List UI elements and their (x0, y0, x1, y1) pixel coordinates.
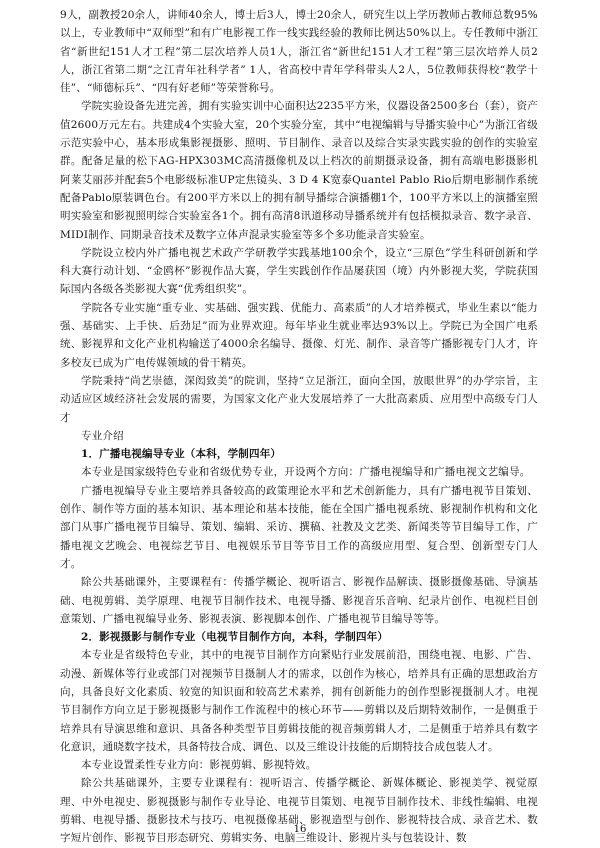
paragraph-major1-courses: 除公共基础课外，主要课程有：传播学概论、视听语言、影视作品解读、摄影摄像基础、导演基础、电视剪辑、美学原理、电视节目制作技术、电视导播、影视音乐音响、纪录片创作、电视栏目创意策划、广播电视编导业务、影视表演、影视脚本创作、广播电视节目编导等等。 (60, 576, 538, 625)
paragraph-practice-bases: 学院设立校内外广播电视艺术政产学研教学实践基地100余个，设立“三原色”学生科研创新和学科大赛行动计划、“金鸥杯”影视作品大赛，学生实践创作作品屡获国（境）内外影视大奖，学院获国际国内各级各类影视大赛“优秀组织奖”。 (60, 246, 538, 296)
paragraph-major1-overview: 本专业是国家级特色专业和省级优势专业，开设两个方向：广播电视编导和广播电视文艺编导。 (81, 466, 531, 479)
paragraph-motto: 学院秉持“尚艺崇德，深闳致美”的院训，坚持“立足浙江，面向全国，放眼世界”的办学宗旨，主动适应区域经济社会发展的需要，为国家文化产业大发展培养了一大批高素质、应用型中高级专门人才 (60, 374, 538, 424)
body-text (60, 6, 538, 848)
paragraph-major1-goals: 广播电视编导专业主要培养具备较高的政策理论水平和艺术创新能力，具有广播电视节目策划、创作、制作等方面的基本知识、基本理论和基本技能，能在全国广播电视系统、影视制作机构和文化部门从事广播电视节目编导、策划、编辑、采访、撰稿、社教及文艺类、新闻类等节目编导工作，广播电视文艺晚会、电视综艺节目、电视娱乐节目等节目工作的高级应用型、复合型、创新型专门人才。 (60, 484, 538, 570)
major-heading-film-production: 2．影视摄影与制作专业（电视节目制作方向，本科，学制四年） (81, 631, 389, 644)
paragraph-major2-directions: 本专业设置柔性专业方向：影视剪辑、影视特效。 (81, 759, 317, 772)
paragraph-equipment: 学院实验设备先进完善，拥有实验实训中心面积达2235平方米，仪器设备2500多台（套），资产值2600万元左右。共建成4个实验大室，20个实验分室，其中“电视编辑与导播实验中心”为浙江省级示范实验中心，基本形成集影视摄影、照明、节目制作、录音以及综合实录实践实验的创作的实验室群。配备足量的松下AG-HPX303MC高清摄像机及以上档次的前期摄录设备，拥有高端电影摄影机阿莱艾丽莎并配套5个电影级标准UP定焦镜头、3 D 4 K宽泰Quantel Pablo Rio后期电影制作系统配备Pablo原装调色台。有200平方米以上的拥有制导播综合演播棚1个，100平方米以上的演播室照明实验室和影视照明综合实验室各1个。拥有高清8讯道移动导播系统并有包括模拟录音、数字录音、MIDI制作、同期录音技术及数字立体声混录实验室等多个多功能录音实验室。 (60, 100, 538, 241)
major-heading-broadcast-directing: 1．广播电视编导专业（本科，学制四年） (81, 448, 282, 461)
paragraph-faculty: 9人，副教授20余人，讲师40余人，博士后3人，博士20余人，研究生以上学历教师占教师总数95%以上，专业教师中“双师型”和有广电影视工作一线实践经验的教师比例达50%以上。专任教师中浙江省“新世纪151人才工程”第二层次培养人员1人，浙江省“新世纪151人才工程”第三层次培养人员2人，浙江省第二期“之江青年社科学者” 1人，省高校中青年学科带头人2人，5位教师获得校“教学十佳”、“师德标兵”、“四有好老师”等荣誉称号。 (60, 9, 538, 95)
section-heading-majors: 专业介绍 (81, 429, 124, 442)
paragraph-major2-courses: 除公共基础课外，主要专业课程有：视听语言、传播学概论、新媒体概论、影视美学、视觉原理、中外电视史、影视摄影与制作专业导论、电视节目策划、电视节目制作技术、非线性编辑、电视剪辑、电视导播、摄影技术与技巧、电视摄像基础、影视造型与创作、影视特技合成、录音艺术、数字短片创作、影视节目形态研究、剪辑实务、电脑三维设计、影视片头与包装设计、数 (60, 777, 538, 845)
page-number: 16 (293, 824, 307, 835)
paragraph-training-model: 学院各专业实施“重专业、实基础、强实践、优能力、高素质”的人才培养模式，毕业生素以“能力强、基础实、上手快、后劲足”而为业界欢迎。每年毕业生就业率达93%以上。学院已为全国广电系统、影视界和文化产业机构输送了4000余名编导、摄像、灯光、制作、录音等广播影视专门人才，许多校友已成为广电传媒领域的骨干精英。 (60, 301, 538, 369)
paragraph-major2-overview: 本专业是省级特色专业，其中的电视节目制作方向紧贴行业发展前沿，围绕电视、电影、广告、动漫、新媒体等行业或部门对视频节目摄制人才的需求，以创作为核心，培养具有正确的思想政治方向，具备良好文化素质、较宽的知识面和较高艺术素养，拥有创新能力的创作型影视摄制人才。电视节目制作方向立足于影视摄影与制作工作流程中的核心环节——剪辑以及后期特效制作，一是侧重于培养具有导演思维和意识、具备各种类型节目剪辑技能的视音频剪辑人才，二是侧重于培养具有数字化意识，通晓数字技术，具备特技合成、调色、以及三维设计技能的后期特技合成包装人才。 (60, 649, 538, 753)
